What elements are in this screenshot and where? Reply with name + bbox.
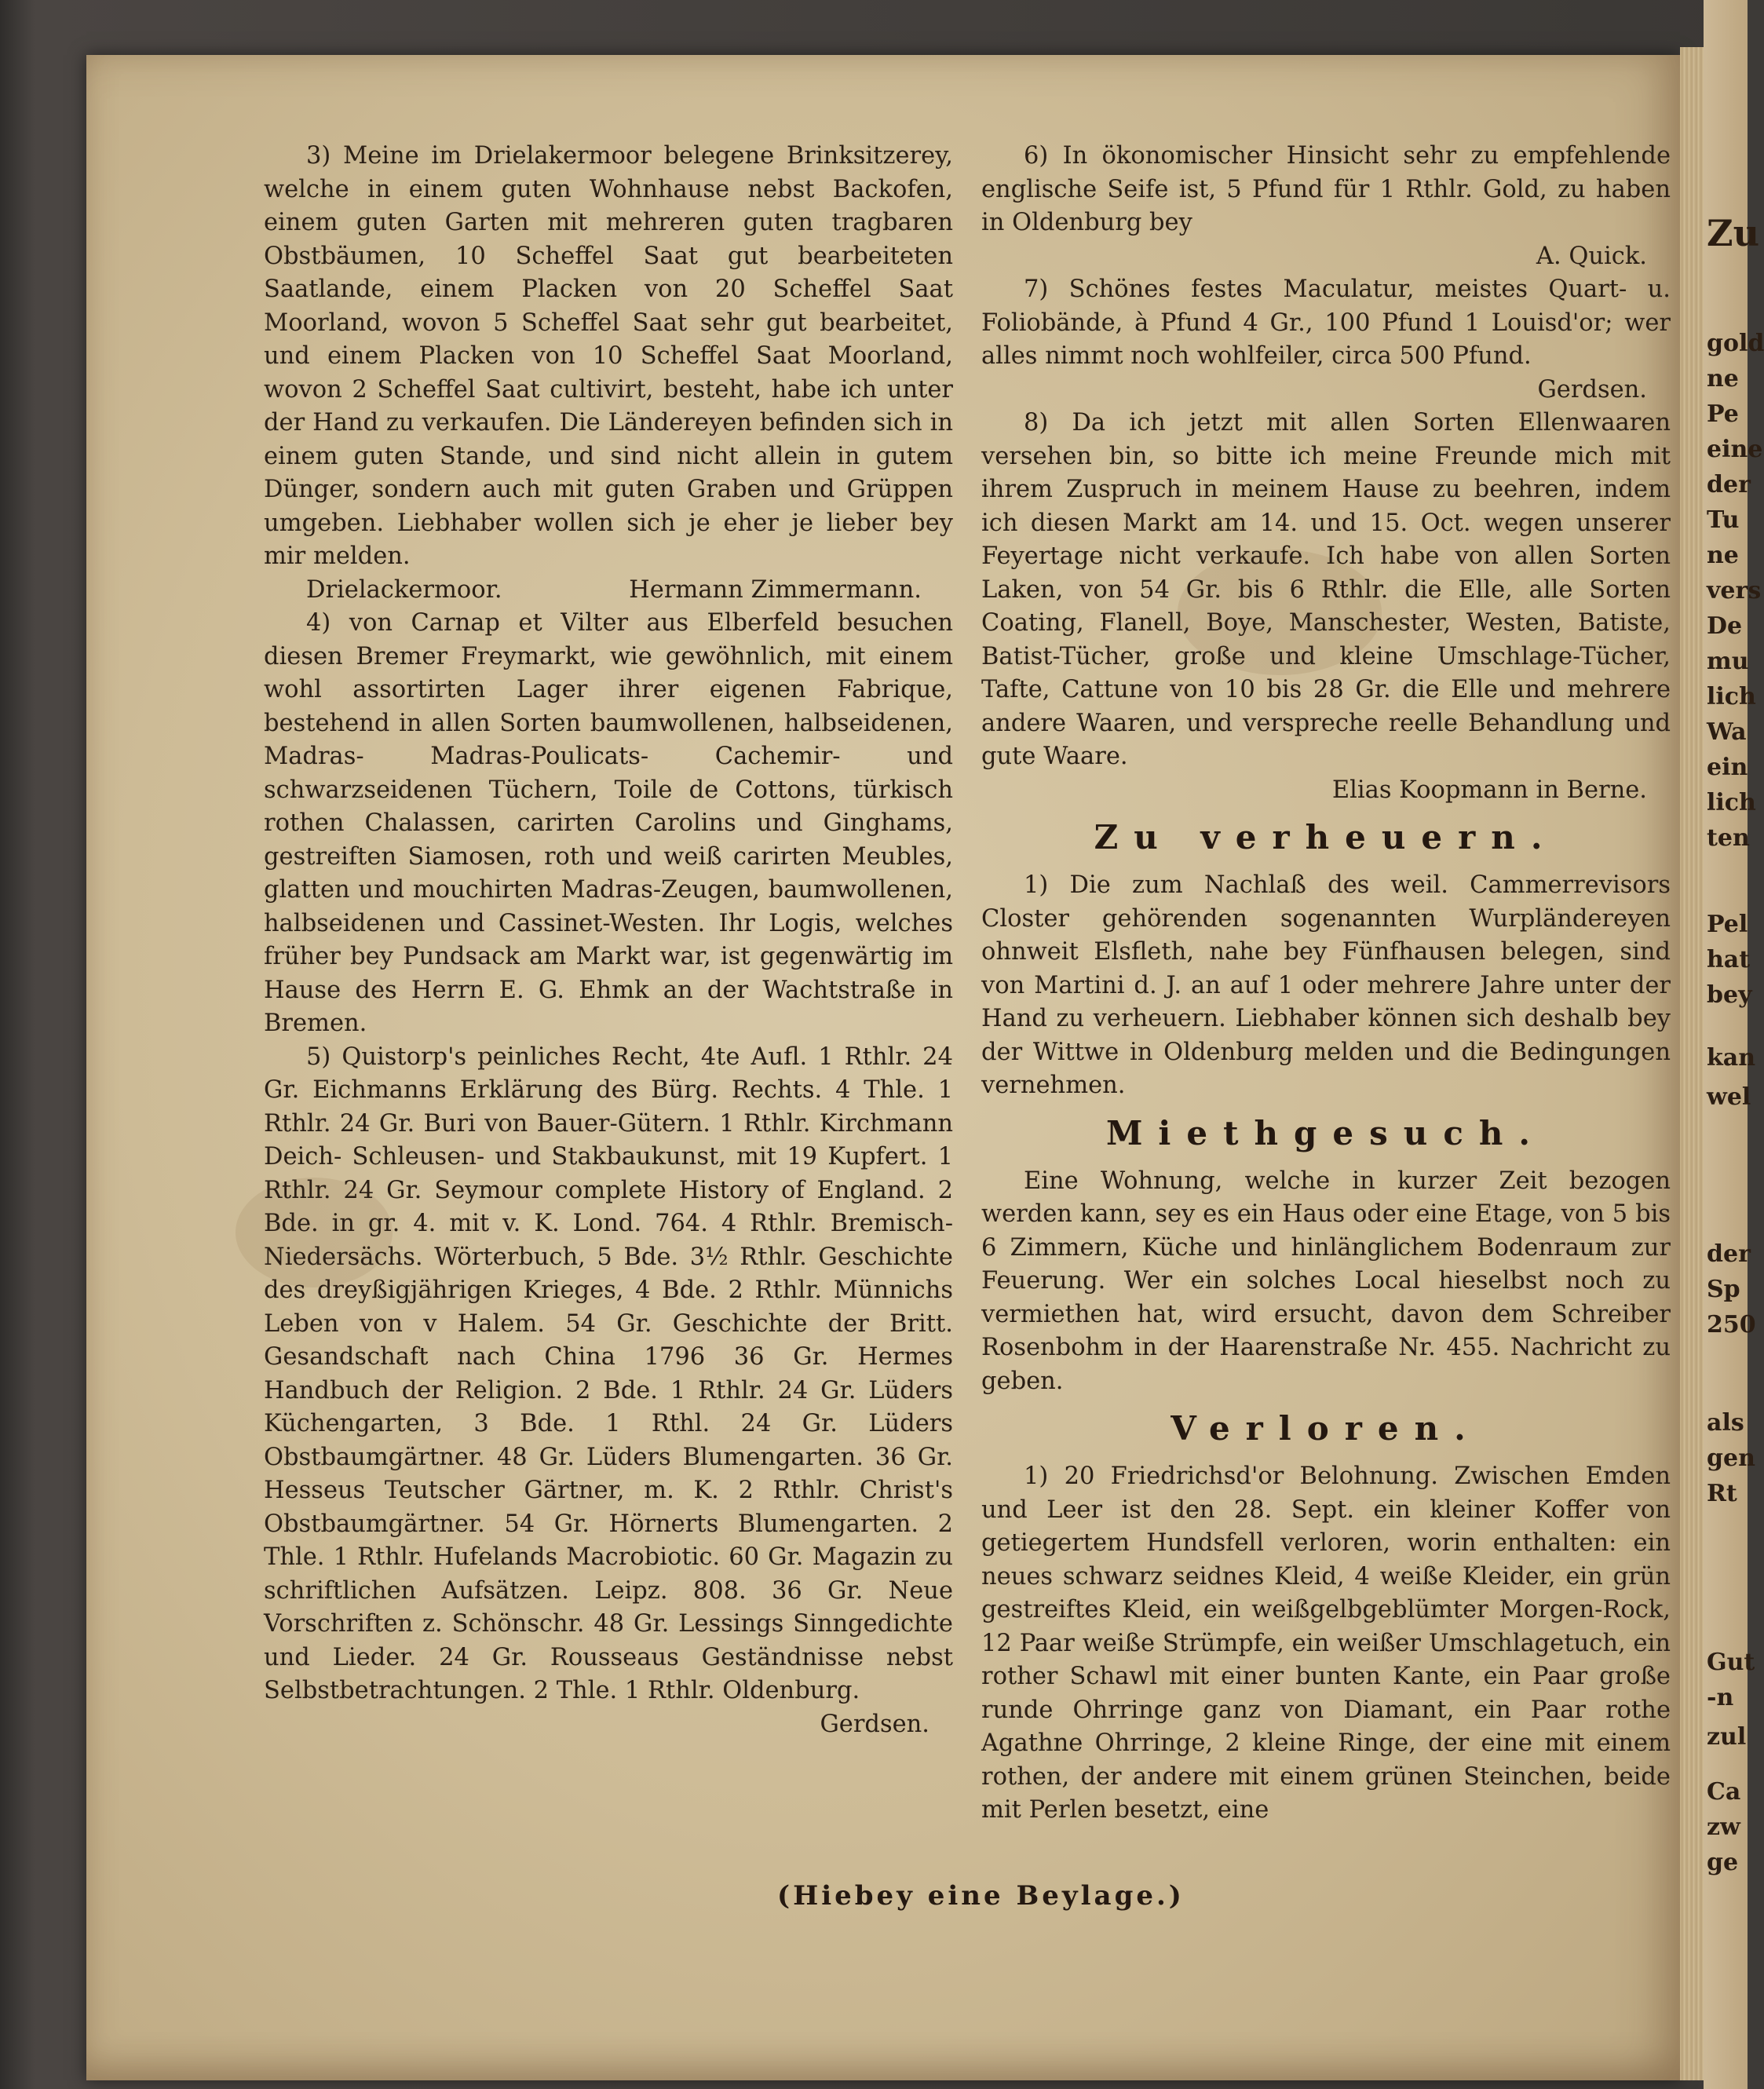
- lost-item-1: 1) 20 Friedrichsd'or Belohnung. Zwischen Emden und Leer ist den 28. Sept. ein kleiner Koffer von getiegertem Hundsfell verloren, worin enthalten: ein neues schwarz seidnes Kleid, 4 weiße Kleider, ein grün gestreiftes Kleid, ein weißgelbgeblümter Morgen-Rock, 12 Paar weiße Strümpfe, ein weißer Umschlagetuch, ein rother Schawl mit einer bunten Kante, ein Paar große runde Ohrringe ganz von Diamant, ein Paar rothe Agathne Ohrringe, 2 kleine Ringe, der eine mit einem rothen, der andere mit einem grünen Steinchen, beide mit Perlen besetzt, eine: [981, 1463, 1671, 1824]
- next-page-fragment: der: [1707, 1240, 1751, 1268]
- next-page-fragment: ein: [1707, 754, 1748, 781]
- next-page-fragment: Pel: [1707, 911, 1748, 938]
- next-page-fragment: wel: [1707, 1083, 1751, 1111]
- next-page-edge: [1704, 0, 1764, 2089]
- next-page-fragment: mu: [1707, 648, 1749, 675]
- next-page-fragment: lich: [1707, 683, 1756, 710]
- next-page-fragment: 250: [1707, 1311, 1756, 1338]
- signature-place: Drielackermoor.: [306, 575, 502, 604]
- next-page-fragment: vers: [1707, 577, 1762, 604]
- signature-name: Elias Koopmann in Berne.: [1331, 776, 1647, 804]
- advert-item-5: 5) Quistorp's peinliches Recht, 4te Aufl. 1 Rthlr. 24 Gr. Eichmanns Erklärung des Bürg. Rechts. 4 Thle. 1 Rthlr. 24 Gr. Buri von Bauer-Gütern. 1 Rthlr. Kirchmann Deich- Schleusen- und Stakbaukunst, mit 19 Kupfert. 1 Rthlr. 24 Gr. Seymour complete History of England. 2 Bde. in gr. 4. mit v. K. Lond. 764. 4 Rthlr. Bremisch-Niedersächs. Wörterbuch, 5 Bde. 3½ Rthlr. Geschichte des dreyßigjährigen Krieges, 4 Bde. 2 Rthlr. Münnichs Leben von v Halem. 54 Gr. Geschichte der Britt. Gesandschaft nach China 1796 36 Gr. Hermes Handbuch der Religion. 2 Bde. 1 Rthlr. 24 Gr. Lüders Küchengarten, 3 Bde. 1 Rthl. 24 Gr. Lüders Obstbaumgärtner. 48 Gr. Lüders Blumengarten. 36 Gr. Hesseus Teutscher Gärtner, m. K. 2 Rthlr. Christ's Obstbaumgärtner. 54 Gr. Hörnerts Blumengarten. 2 Thle. 1 Rthlr. Hufelands Macrobiotic. 60 Gr. Magazin zu schriftlichen Aufsätzen. Leipz. 808. 36 Gr. Neue Vorschriften z. Schönschr. 48 Gr. Lessings Sinngedichte und Lieder. 24 Gr. Rousseaus Geständnisse nebst Selbstbetrachtungen. 2 Thle. 1 Rthlr. Oldenburg.: [264, 1043, 953, 1704]
- left-column: [264, 140, 953, 1741]
- next-page-fragment: ne: [1707, 365, 1739, 393]
- next-page-fragment: Wa: [1707, 718, 1747, 746]
- advert-item-4: 4) von Carnap et Vilter aus Elberfeld besuchen diesen Bremer Freymarkt, wie gewöhnlich, mit einem wohl assortirten Lager ihrer eigenen Fabrique, bestehend in allen Sorten baumwollenen, halbseidenen, Madras- Madras-Poulicats- Cachemir- und schwarzseidenen Tüchern, Toile de Cottons, türkisch rothen Chalassen, carirten Carolins und Ginghams, gestreiften Siamosen, roth und weiß carirten Meubles, glatten und mouchirten Madras-Zeugen, baumwollenen, halbseidenen und Cassinet-Westen. Ihr Logis, welches früher bey Pundsack am Markt war, ist gegenwärtig im Hause des Herrn E. G. Ehmk an der Wachtstraße in Bremen.: [264, 609, 953, 1037]
- next-page-fragment: der: [1707, 471, 1751, 499]
- next-page-fragment: ten: [1707, 824, 1750, 852]
- signature-name: Gerdsen.: [1537, 375, 1647, 404]
- rent-item-1: 1) Die zum Nachlaß des weil. Cammerrevisors Closter gehörenden sogenannten Wurpländereyen ohnweit Elsfleth, nahe bey Fünfhausen belegen, sind von Martini d. J. an auf 1 oder mehrere Jahre unter der Hand zu verheuern. Liebhaber können sich deshalb bey der Wittwe in Oldenburg melden und die Bedingungen vernehmen.: [981, 871, 1671, 1099]
- next-page-fragment: Ca: [1707, 1778, 1741, 1806]
- next-page-fragment: Rt: [1707, 1480, 1737, 1507]
- signature-name: Hermann Zimmermann.: [629, 575, 922, 604]
- advert-item-6: 6) In ökonomischer Hinsicht sehr zu empfehlende englische Seife ist, 5 Pfund für 1 Rthlr. Gold, zu haben in Oldenburg bey: [981, 142, 1671, 236]
- next-page-fragment: -n: [1707, 1684, 1734, 1711]
- page-edge: [1680, 47, 1704, 2080]
- next-page-fragment: hat: [1707, 946, 1751, 973]
- signature-name: Gerdsen.: [820, 1710, 929, 1738]
- advert-item-8: 8) Da ich jetzt mit allen Sorten Ellenwaaren versehen bin, so bitte ich meine Freunde mich mit ihrem Zuspruch in meinem Hause zu beehren, indem ich diesen Markt am 14. und 15. Oct. wegen unserer Feyertage nicht verkaufe. Ich habe von allen Sorten Laken, von 54 Gr. bis 6 Rthlr. die Elle, alle Sorten Coating, Flanell, Boye, Manschester, Westen, Batiste, Batist-Tücher, große und kleine Umschlage-Tücher, Tafte, Cattune von 10 bis 28 Gr. die Elle und mehrere andere Waaren, und verspreche reelle Behandlung und gute Waare.: [981, 409, 1671, 770]
- advert-signature-line: [264, 574, 953, 608]
- next-page-fragment: Tu: [1707, 506, 1740, 534]
- next-page-fragment: kan: [1707, 1044, 1756, 1072]
- next-page-fragment: gen: [1707, 1444, 1755, 1472]
- next-page-fragment: Sp: [1707, 1276, 1740, 1303]
- advert-item-7: 7) Schönes festes Maculatur, meistes Quart- u. Foliobände, à Pfund 4 Gr., 100 Pfund 1 Louisd'or; wer alles nimmt noch wohlfeiler, circa 500 Pfund.: [981, 276, 1671, 370]
- advert-item-3: 3) Meine im Drielakermoor belegene Brinksitzerey, welche in einem guten Wohnhause nebst Backofen, einem guten Garten mit mehreren guten tragbaren Obstbäumen, 10 Scheffel Saat gut bearbeiteten Saatlande, einem Placken von 20 Scheffel Saat Moorland, wovon 5 Scheffel Saat sehr gut bearbeitet, und einem Placken von 10 Scheffel Saat Moorland, wovon 2 Scheffel Saat cultivirt, besteht, habe ich unter der Hand zu verkaufen. Die Ländereyen befinden sich in einem guten Stande, und sind nicht allein in gutem Dünger, sondern auch mit guten Graben und Grüppen umgeben. Liebhaber wollen sich je eher je lieber bey mir melden.: [264, 142, 953, 570]
- signature-name: A. Quick.: [1536, 242, 1647, 270]
- section-heading-wanted: Miethgesuch.: [1105, 1113, 1547, 1152]
- section-heading-rent: Zu verheuern.: [1094, 818, 1558, 856]
- wanted-item: Eine Wohnung, welche in kurzer Zeit bezogen werden kann, sey es ein Haus oder eine Etage, von 5 bis 6 Zimmern, Küche und hinlänglichem Bodenraum zur Feuerung. Wer ein solches Local hieselbst noch zu vermiethen hat, wird ersucht, davon dem Schreiber Rosenbohm in der Haarenstraße Nr. 455. Nachricht zu geben.: [981, 1167, 1671, 1395]
- next-page-fragment: eine: [1707, 436, 1763, 463]
- next-page-fragment: lich: [1707, 789, 1756, 816]
- right-column: [981, 140, 1671, 1828]
- next-page-fragment: gold: [1707, 330, 1764, 357]
- next-page-fragment: De: [1707, 612, 1743, 640]
- next-page-fragment: bey: [1707, 981, 1752, 1009]
- next-page-fragment: ge: [1707, 1849, 1739, 1876]
- next-page-fragment: zul: [1707, 1723, 1747, 1751]
- next-page-fragment: als: [1707, 1409, 1744, 1437]
- section-heading-lost: Verloren.: [1171, 1409, 1481, 1448]
- next-page-fragment: Pe: [1707, 400, 1739, 428]
- next-page-fragment: ne: [1707, 542, 1739, 569]
- next-page-fragment: Gut: [1707, 1649, 1755, 1676]
- next-page-fragment: zw: [1707, 1813, 1740, 1841]
- supplement-note: (Hiebey eine Beylage.): [777, 1880, 1185, 1912]
- next-page-fragment: Zu: [1707, 212, 1760, 254]
